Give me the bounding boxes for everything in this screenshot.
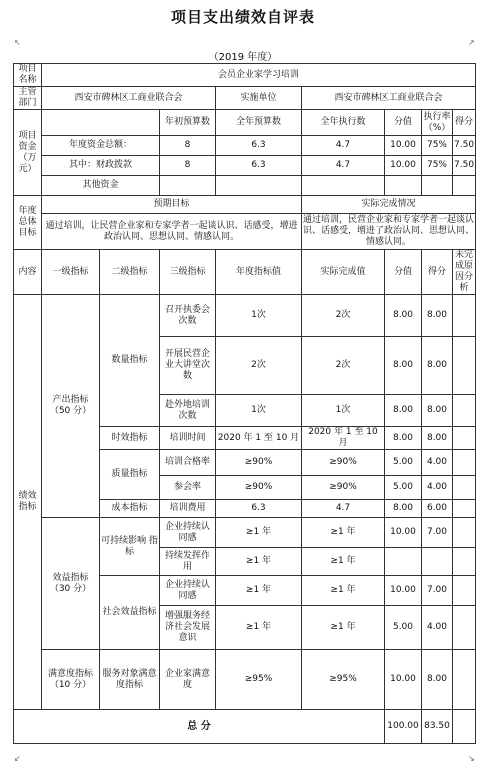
year-label: （2019 年度）	[208, 52, 278, 63]
indicator-header: 年度指标值	[216, 250, 302, 295]
score-value: 8.00	[385, 295, 422, 337]
exec-unit-label: 实施单位	[216, 87, 302, 110]
target-value: ≥1 年	[216, 548, 302, 576]
actual-value: ≥90%	[302, 476, 385, 500]
third-indicator: 赴外地培训次数	[160, 395, 216, 427]
funds-cell: 6.3	[216, 156, 302, 176]
got-value: 7.00	[422, 576, 453, 606]
funds-cell	[160, 176, 216, 196]
benefit-indicator-label: 效益指标（30 分）	[42, 518, 100, 650]
target-value: 6.3	[216, 500, 302, 518]
got-value: 8.00	[422, 650, 453, 710]
dept-value: 西安市碑林区工商业联合会	[42, 87, 216, 110]
reason-value	[453, 427, 476, 450]
reason-value	[453, 518, 476, 548]
corner-mark: ↖	[14, 38, 21, 47]
target-value: 1次	[216, 295, 302, 337]
target-value: 2次	[216, 337, 302, 395]
score-value: 8.00	[385, 427, 422, 450]
target-value: 1次	[216, 395, 302, 427]
performance-indicator-label: 绩效指标	[14, 295, 42, 710]
reason-value	[453, 548, 476, 576]
goals-header-row	[14, 196, 476, 214]
quantity-indicator-label: 数量指标	[100, 295, 160, 427]
output-indicator-label: 产出指标（50 分）	[42, 295, 100, 518]
target-value: 2020 年 1 至 10 月	[216, 427, 302, 450]
actual-value: 2次	[302, 337, 385, 395]
document-title: 项目支出绩效自评表	[170, 8, 315, 26]
indicator-header: 未完成原因分析	[453, 250, 476, 295]
target-value: ≥90%	[216, 476, 302, 500]
total-reason	[453, 710, 476, 744]
indicator-row	[14, 295, 476, 337]
dept-label: 主管部门	[14, 87, 42, 110]
third-indicator: 培训费用	[160, 500, 216, 518]
funds-cell: 4.7	[302, 156, 385, 176]
funds-header: 分值	[385, 110, 422, 136]
funds-header-row	[14, 110, 476, 136]
target-value: ≥1 年	[216, 518, 302, 548]
funds-cell: 7.50	[453, 136, 476, 156]
indicator-header: 得分	[422, 250, 453, 295]
funds-cell	[302, 176, 385, 196]
score-value: 10.00	[385, 518, 422, 548]
target-value: ≥1 年	[216, 606, 302, 650]
score-value: 5.00	[385, 450, 422, 476]
actual-value: 4.7	[302, 500, 385, 518]
target-value: ≥95%	[216, 650, 302, 710]
exec-unit-value: 西安市碑林区工商业联合会	[302, 87, 476, 110]
expected-goal-header: 预期目标	[42, 196, 302, 214]
actual-value: ≥1 年	[302, 576, 385, 606]
service-indicator-label: 服务对象满意度指标	[100, 650, 160, 710]
third-indicator: 增强服务经济社会发展意识	[160, 606, 216, 650]
project-name-row	[14, 64, 476, 87]
reason-value	[453, 500, 476, 518]
funds-cell: 75%	[422, 156, 453, 176]
project-name-label: 项目名称	[14, 64, 42, 87]
indicator-header: 分值	[385, 250, 422, 295]
sustain-indicator-label: 可持续影响 指标	[100, 518, 160, 576]
actual-result-header: 实际完成情况	[302, 196, 476, 214]
got-value: 4.00	[422, 606, 453, 650]
got-value: 8.00	[422, 427, 453, 450]
funds-cell	[385, 176, 422, 196]
third-indicator: 参会率	[160, 476, 216, 500]
third-indicator: 开展民营企业大讲堂次数	[160, 337, 216, 395]
funds-row	[14, 136, 476, 156]
total-label: 总 分	[14, 710, 385, 744]
third-indicator: 企业家满意度	[160, 650, 216, 710]
third-indicator: 召开执委会次数	[160, 295, 216, 337]
third-indicator: 培训时间	[160, 427, 216, 450]
third-indicator: 企业持续认同感	[160, 518, 216, 548]
got-value: 8.00	[422, 295, 453, 337]
funds-cell: 4.7	[302, 136, 385, 156]
third-indicator: 持续发挥作用	[160, 548, 216, 576]
score-value: 10.00	[385, 650, 422, 710]
actual-value: 1次	[302, 395, 385, 427]
reason-value	[453, 576, 476, 606]
actual-value: ≥1 年	[302, 548, 385, 576]
got-value: 4.00	[422, 476, 453, 500]
score-value: 5.00	[385, 606, 422, 650]
got-value: 8.00	[422, 337, 453, 395]
funds-header-blank	[42, 110, 160, 136]
actual-value: ≥1 年	[302, 518, 385, 548]
actual-value: ≥90%	[302, 450, 385, 476]
indicator-header: 实际完成值	[302, 250, 385, 295]
total-got: 83.50	[422, 710, 453, 744]
score-value: 5.00	[385, 476, 422, 500]
project-name-value: 会员企业家学习培训	[42, 64, 476, 87]
reason-value	[453, 337, 476, 395]
total-row	[14, 710, 476, 744]
funds-cell: 6.3	[216, 136, 302, 156]
funds-row	[14, 156, 476, 176]
reason-value	[453, 606, 476, 650]
indicator-header: 三级指标	[160, 250, 216, 295]
score-value	[385, 548, 422, 576]
funds-header: 全年预算数	[216, 110, 302, 136]
got-value: 4.00	[422, 450, 453, 476]
funds-cell: 8	[160, 136, 216, 156]
target-value: ≥90%	[216, 450, 302, 476]
actual-value: ≥95%	[302, 650, 385, 710]
funds-header: 年初预算数	[160, 110, 216, 136]
department-row	[14, 87, 476, 110]
score-value: 10.00	[385, 576, 422, 606]
expected-goal-text: 通过培训，让民营企业家和专家学者一起谈认识、话感受，增进政治认同、思想认同、情感认同。	[42, 214, 302, 250]
actual-value: 2次	[302, 295, 385, 337]
funds-cell	[422, 176, 453, 196]
score-value: 8.00	[385, 395, 422, 427]
indicator-row	[14, 518, 476, 548]
funds-header: 全年执行数	[302, 110, 385, 136]
indicator-header: 内容	[14, 250, 42, 295]
quality-indicator-label: 质量指标	[100, 450, 160, 500]
got-value: 8.00	[422, 395, 453, 427]
funds-row	[14, 176, 476, 196]
indicator-header: 一级指标	[42, 250, 100, 295]
third-indicator: 培训合格率	[160, 450, 216, 476]
funds-header: 得分	[453, 110, 476, 136]
score-value: 8.00	[385, 500, 422, 518]
got-value: 6.00	[422, 500, 453, 518]
indicator-header-row	[14, 250, 476, 295]
corner-mark: ↙	[14, 754, 21, 763]
funds-section-label: 项目资金（万元）	[14, 110, 42, 196]
score-value: 8.00	[385, 337, 422, 395]
reason-value	[453, 476, 476, 500]
funds-header: 执行率（%）	[422, 110, 453, 136]
third-indicator: 企业持续认同感	[160, 576, 216, 606]
satisfaction-indicator-label: 满意度指标（10 分）	[42, 650, 100, 710]
funds-row-label: 其他资金	[42, 176, 160, 196]
actual-value: 2020 年 1 至 10 月	[302, 427, 385, 450]
funds-cell: 75%	[422, 136, 453, 156]
reason-value	[453, 295, 476, 337]
funds-row-label: 其中：财政拨款	[42, 156, 160, 176]
funds-cell: 7.50	[453, 156, 476, 176]
actual-value: ≥1 年	[302, 606, 385, 650]
funds-cell: 10.00	[385, 136, 422, 156]
corner-mark: ↘	[468, 754, 475, 763]
goals-text-row	[14, 214, 476, 250]
got-value	[422, 548, 453, 576]
indicator-header: 二级指标	[100, 250, 160, 295]
got-value: 7.00	[422, 518, 453, 548]
funds-row-label: 年度资金总额：	[42, 136, 160, 156]
actual-result-text: 通过培训，民营企业家和专家学者一起谈认识、话感受，增进了政治认同、思想认同、情感认同。	[302, 214, 476, 250]
reason-value	[453, 450, 476, 476]
total-score: 100.00	[385, 710, 422, 744]
funds-cell: 8	[160, 156, 216, 176]
corner-mark: ↗	[468, 38, 475, 47]
timeliness-indicator-label: 时效指标	[100, 427, 160, 450]
indicator-row	[14, 650, 476, 710]
social-indicator-label: 社会效益指标	[100, 576, 160, 650]
reason-value	[453, 395, 476, 427]
funds-cell	[453, 176, 476, 196]
funds-cell: 10.00	[385, 156, 422, 176]
cost-indicator-label: 成本指标	[100, 500, 160, 518]
target-value: ≥1 年	[216, 576, 302, 606]
goals-section-label: 年度总体目标	[14, 196, 42, 250]
self-evaluation-table	[13, 63, 476, 744]
funds-cell	[216, 176, 302, 196]
reason-value	[453, 650, 476, 710]
